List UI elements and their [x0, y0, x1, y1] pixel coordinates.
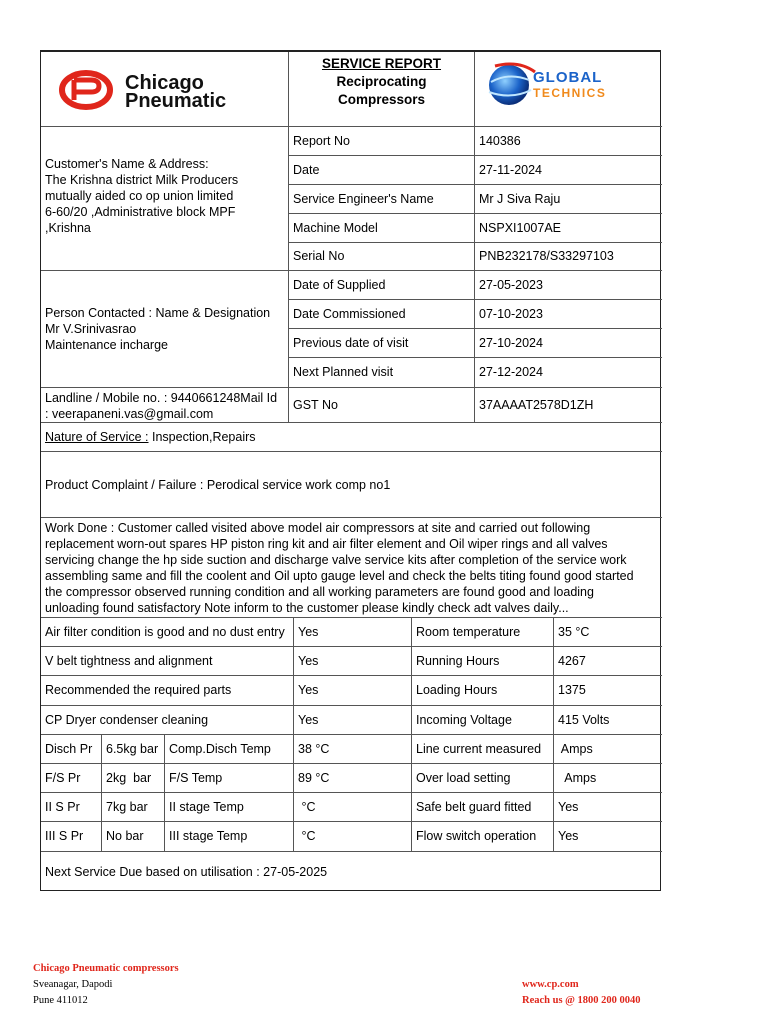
customer-line-4: ,Krishna [45, 221, 91, 235]
contact-designation: Maintenance incharge [45, 338, 168, 352]
temp-value: 38 °C [294, 735, 412, 764]
footer-address-1: Sveanagar, Dapodi [33, 979, 113, 990]
report-title-block [289, 52, 475, 127]
check-item: CP Dryer condenser cleaning [41, 706, 294, 735]
check-item: Air filter condition is good and no dust entry [41, 618, 294, 647]
check-value: Yes [294, 618, 412, 647]
global-technics-logo [475, 52, 662, 127]
nature-value: Inspection,Repairs [152, 430, 256, 444]
brand-right-1: GLOBAL [533, 69, 603, 86]
param-label: Loading Hours [412, 676, 554, 706]
param-reading: 4267 [554, 647, 662, 676]
customer-label: Customer's Name & Address: [45, 157, 209, 171]
temp-label: III stage Temp [165, 822, 294, 852]
report-subtitle-1: Reciprocating [336, 74, 427, 89]
pressure-value: 7kg bar [102, 793, 165, 822]
info-value: 27-10-2024 [475, 329, 662, 358]
info-value: PNB232178/S33297103 [475, 243, 662, 271]
pressure-label: F/S Pr [41, 764, 102, 793]
pressure-value: No bar [102, 822, 165, 852]
brand-line-2: Pneumatic [125, 90, 227, 112]
check-value: Yes [294, 647, 412, 676]
info-value: NSPXI1007AE [475, 214, 662, 243]
info-label: Serial No [289, 243, 475, 271]
cp-logo-graphic [41, 52, 289, 127]
info-label: Machine Model [289, 214, 475, 243]
param-label: Incoming Voltage [412, 706, 554, 735]
nature-of-service [41, 423, 662, 452]
pressure-label: II S Pr [41, 793, 102, 822]
info-value: Mr J Siva Raju [475, 185, 662, 214]
customer-line-1: The Krishna district Milk Producers [45, 173, 239, 187]
work-done-line: unloading found satisfactory Note inform to the customer please kindly check adt valves daily... [45, 601, 569, 615]
phone-email-block [41, 388, 289, 423]
info-label: Previous date of visit [289, 329, 475, 358]
work-done [41, 518, 662, 618]
temp-label: F/S Temp [165, 764, 294, 793]
check-value: Yes [294, 706, 412, 735]
pressure-value: 2kg bar [102, 764, 165, 793]
work-done-line: replacement worn-out spares HP piston ring kit and air filter element and Oil wiper rings and all valves [45, 537, 608, 551]
contact-label: Person Contacted : Name & Designation [45, 306, 271, 320]
info-value: 27-12-2024 [475, 358, 662, 388]
pressure-value: 6.5kg bar [102, 735, 165, 764]
info-label: Date [289, 156, 475, 185]
info-label: Next Planned visit [289, 358, 475, 388]
param-label: Running Hours [412, 647, 554, 676]
contact-block [41, 271, 289, 388]
pressure-label: Disch Pr [41, 735, 102, 764]
service-report-form [40, 50, 661, 891]
temp-value: °C [294, 822, 412, 852]
info-value: 27-05-2023 [475, 271, 662, 300]
work-done-line: Work Done : Customer called visited above model air compressors at site and carried out following [45, 521, 591, 535]
brand-line-1: Chicago [125, 72, 204, 94]
report-title: SERVICE REPORT [321, 56, 442, 71]
phone-line: Landline / Mobile no. : 9440661248Mail Id [45, 391, 278, 405]
param-label: Safe belt guard fitted [412, 793, 554, 822]
temp-value: 89 °C [294, 764, 412, 793]
info-label: GST No [289, 388, 475, 423]
report-subtitle-2: Compressors [337, 92, 426, 107]
footer-phone: Reach us @ 1800 200 0040 [522, 995, 641, 1006]
info-label: Service Engineer's Name [289, 185, 475, 214]
brand-right-2: TECHNICS [533, 86, 607, 100]
temp-label: Comp.Disch Temp [165, 735, 294, 764]
param-reading: Yes [554, 822, 662, 852]
nature-label: Nature of Service : [45, 430, 149, 444]
footer-address [33, 961, 179, 1009]
work-done-line: the compressor observed running condition and all working parameters are found good and loading [45, 585, 594, 599]
customer-block [41, 127, 289, 271]
info-value: 07-10-2023 [475, 300, 662, 329]
email-line: : veerapaneni.vas@gmail.com [45, 407, 214, 421]
check-item: Recommended the required parts [41, 676, 294, 706]
chicago-pneumatic-logo [41, 52, 289, 127]
param-reading: 35 °C [554, 618, 662, 647]
param-reading: 1375 [554, 676, 662, 706]
product-complaint: Product Complaint / Failure : Perodical service work comp no1 [41, 452, 662, 518]
temp-label: II stage Temp [165, 793, 294, 822]
contact-name: Mr V.Srinivasrao [45, 322, 137, 336]
footer-company: Chicago Pneumatic compressors [33, 963, 179, 974]
param-label: Room temperature [412, 618, 554, 647]
customer-line-3: 6-60/20 ,Administrative block MPF [45, 205, 236, 219]
param-reading: Amps [554, 764, 662, 793]
info-value: 140386 [475, 127, 662, 156]
globe-icon [475, 52, 662, 127]
param-label: Flow switch operation [412, 822, 554, 852]
param-label: Over load setting [412, 764, 554, 793]
param-reading: Amps [554, 735, 662, 764]
customer-line-2: mutually aided co op union limited [45, 189, 234, 203]
info-label: Date of Supplied [289, 271, 475, 300]
param-reading: 415 Volts [554, 706, 662, 735]
check-value: Yes [294, 676, 412, 706]
next-service-due: Next Service Due based on utilisation : 27-05-2025 [45, 865, 328, 879]
info-value: 27-11-2024 [475, 156, 662, 185]
footer-website[interactable]: www.cp.com [522, 979, 579, 990]
temp-value: °C [294, 793, 412, 822]
pressure-label: III S Pr [41, 822, 102, 852]
work-done-line: assembling same and fill the coolent and Oil upto gauge level and check the belts titing found good started [45, 569, 634, 583]
info-label: Report No [289, 127, 475, 156]
param-label: Line current measured [412, 735, 554, 764]
check-item: V belt tightness and alignment [41, 647, 294, 676]
footer-address-2: Pune 411012 [33, 995, 88, 1006]
info-label: Date Commissioned [289, 300, 475, 329]
param-reading: Yes [554, 793, 662, 822]
info-value: 37AAAAT2578D1ZH [475, 388, 662, 423]
footer-contact [522, 977, 641, 1009]
work-done-line: servicing change the hp side suction and discharge valve service kits after completion of the service work [45, 553, 627, 567]
